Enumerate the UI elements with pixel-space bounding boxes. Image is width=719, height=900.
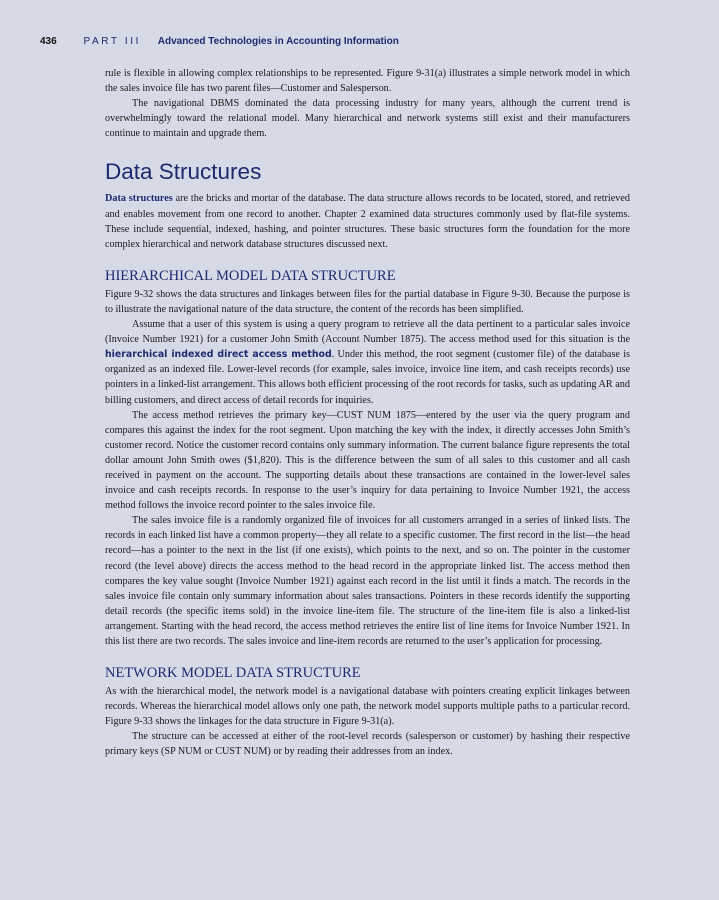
section-heading-data-structures: Data Structures: [105, 159, 262, 185]
data-structures-text: are the bricks and mortar of the database. The data structure allows records to be located, stored, and retrieved and enables movement from one record to another. Chapter 2 examined data structures commonly used by flat-file systems. These include sequential, indexed, hashing, and pointer structures. These basic structures form the foundation for the more complex hierarchical and network database structures discussed next.: [105, 193, 630, 250]
intro-paragraph-2: The navigational DBMS dominated the data processing industry for many years, although the current trend is overwhelmingly toward the relational model. Many hierarchical and network systems still exist and their manufacturers continue to maintain and upgrade them.: [105, 98, 630, 140]
network-paragraph-2: The structure can be accessed at either of the root-level records (salesperson or customer) by hashing their respective primary keys (SP NUM or CUST NUM) or by reading their addresses from an index.: [105, 731, 630, 758]
running-head: [40, 36, 680, 47]
hierarchical-paragraph-3: The access method retrieves the primary key—CUST NUM 1875—entered by the user via the query program and compares this against the index for the root segment. Upon matching the key with the index, it directly accesses John Smith’s customer record. Notice the customer record contains only summary information. The current balance figure represents the total dollar amount John Smith owes ($1,820). This is the difference between the sum of all sales to this customer and all cash received in payment on the account. The supporting details about these transactions are contained in the lower-level sales invoice and cash receipts records. In response to the user’s inquiry for data pertaining to Invoice Number 1921, the access method follows the invoice record pointer to the sales invoice file.: [105, 409, 630, 512]
hierarchical-p2-after: . Under this method, the root segment (customer file) of the database is organized as an indexed file. Lower-level records (for example, sales invoice, invoice line item, and cash receipts records) use pointers in a linked-list arrangement. This allows both efficient processing of the root records for tasks, such as updating AR and billing customers, and direct access of detail records for inquiries.: [105, 349, 631, 406]
subsection-heading-hierarchical: HIERARCHICAL MODEL DATA STRUCTURE: [105, 267, 396, 284]
body-text: [105, 66, 630, 760]
data-structures-paragraph: [105, 191, 630, 251]
key-term-data-structures: Data structures: [105, 193, 173, 205]
running-title: Advanced Technologies in Accounting Information: [157, 36, 399, 47]
page-number: 436: [40, 36, 57, 47]
hierarchical-paragraph-2: [105, 317, 630, 408]
subsection-heading-network: NETWORK MODEL DATA STRUCTURE: [105, 665, 361, 682]
part-label: PART III: [83, 36, 141, 47]
hierarchical-paragraph-4: The sales invoice file is a randomly organized file of invoices for all customers arranged in a series of linked lists. The records in each linked list have a common property—they all relate to a specific customer. The first record in the list—the head record—has a pointer to the next in the list (if one exists), which points to the next, and so on. The pointer in the customer record (the level above) directs the access method to the head record in the appropriate linked list. The access method then compares the key value sought (Invoice Number 1921) against each record in the list until it finds a match. The records in the sales invoice file contain only summary information about sales transactions. Pointers in these records identify the supporting detail records (the specific items sold) in the invoice line-item file. The structure of the line-item file is also a linked-list arrangement. Starting with the head record, the access method retrieves the entire list of line items for Invoice Number 1921. In this list there are two records. The sales invoice and line-item records are returned to the user’s application for processing.: [105, 515, 630, 647]
intro-paragraph-1: rule is flexible in allowing complex relationships to be represented. Figure 9-31(a) illustrates a simple network model in which the sales invoice file has two parent files—Customer and Salesperson.: [105, 68, 630, 95]
hierarchical-p2-before: Assume that a user of this system is using a query program to retrieve all the data pertinent to a particular sales invoice (Invoice Number 1921) for a customer John Smith (Account Number 1875). The access method used for this situation is the: [105, 319, 630, 346]
network-paragraph-1: As with the hierarchical model, the network model is a navigational database with pointers creating explicit linkages between records. Whereas the hierarchical model allows only one path, the network model supports multiple paths to a particular record. Figure 9-33 shows the linkages for the data structure in Figure 9-31(a).: [105, 686, 630, 728]
key-term-hierarchical-indexed: hierarchical indexed direct access method: [105, 349, 332, 361]
hierarchical-paragraph-1: Figure 9-32 shows the data structures and linkages between files for the partial database in Figure 9-30. Because the purpose is to illustrate the navigational nature of the data structure, the content of the records has been simplified.: [105, 288, 630, 315]
